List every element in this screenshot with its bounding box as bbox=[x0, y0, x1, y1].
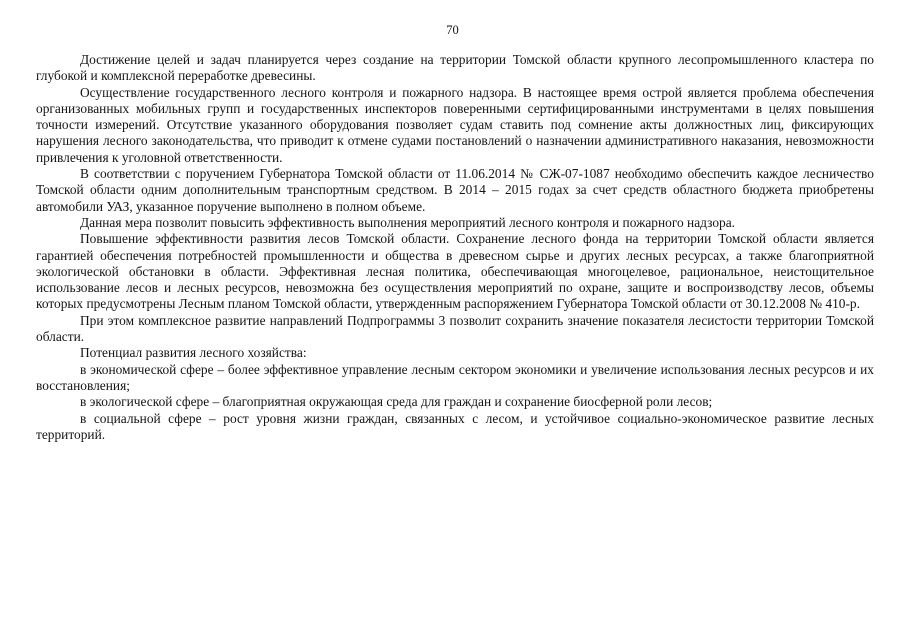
document-body bbox=[36, 52, 874, 443]
paragraph-potential-heading: Потенциал развития лесного хозяйства: bbox=[80, 345, 307, 361]
paragraph-measure-effect: Данная мера позволит повысить эффективность выполнения мероприятий лесного контроля и пожарного надзора. bbox=[80, 214, 736, 230]
paragraph-subprogram-3: При этом комплексное развитие направлений Подпрограммы 3 позволит сохранить значение показателя лесистости территории Томской области. bbox=[36, 312, 874, 345]
paragraph-economic-sphere: в экономической сфере – более эффективное управление лесным сектором экономики и увеличение использования лесных ресурсов и их восстановления; bbox=[36, 361, 874, 393]
paragraph-cluster-goal: Достижение целей и задач планируется через создание на территории Томской области крупного лесопромышленного кластера по глубокой и комплексной переработке древесины. bbox=[36, 52, 874, 84]
paragraph-governor-order: В соответствии с поручением Губернатора Томской области от 11.06.2014 № СЖ-07-1087 необходимо обеспечить каждое лесничество Томской области одним дополнительным транспортным средством. В 2014 – 2015 годах за счет средств областного бюджета приобретены автомобили УАЗ, указанное поручение выполнено в полном объеме. bbox=[36, 166, 874, 214]
page-number: 70 bbox=[446, 23, 459, 37]
paragraph-forest-control: Осуществление государственного лесного контроля и пожарного надзора. В настоящее время острой является проблема обеспечения организованных мобильных групп и государственных инспекторов поверенными сертифицированными инструментами в целях повышения точности измерений. Отсутствие указанного оборудования позволяет судам ставить под сомнение акты должностных лиц, фиксирующих нарушения лесного законодательства, что приводит к отмене судами постановлений о назначении административного наказания, невозможности привлечения к уголовной ответственности. bbox=[36, 84, 874, 165]
paragraph-forest-development: Повышение эффективности развития лесов Томской области. Сохранение лесного фонда на территории Томской области является гарантией обеспечения потребностей промышленности и общества в древесном сырье и других лесных ресурсах, а также благоприятной экологической обстановки в области. Эффективная лесная политика, обеспечивающая многоцелевое, рациональное, неистощительное использование лесов и лесных ресурсов, невозможна без осуществления мероприятий по охране, защите и воспроизводству лесов, объемы которых предусмотрены Лесным планом Томской области, утвержденным распоряжением Губернатора Томской области от 30.12.2008 № 410-р. bbox=[36, 231, 874, 312]
paragraph-ecological-sphere: в экологической сфере – благоприятная окружающая среда для граждан и сохранение биосферной роли лесов; bbox=[80, 394, 713, 410]
paragraph-social-sphere: в социальной сфере – рост уровня жизни граждан, связанных с лесом, и устойчивое социально-экономическое развитие лесных территорий. bbox=[36, 410, 874, 442]
